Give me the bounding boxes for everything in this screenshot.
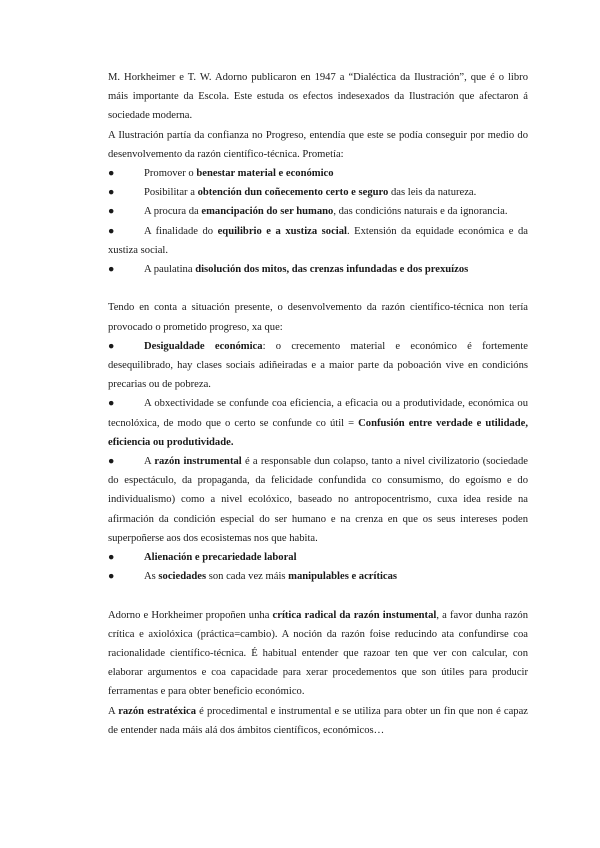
- bullet-icon: ●: [108, 187, 115, 199]
- bullet-icon: ●: [108, 340, 115, 352]
- bullet-icon: ●: [108, 264, 115, 276]
- spacer: [108, 586, 528, 605]
- list-item: ● A obxectividade se confunde coa eficiencia, a eficacia ou a produtividade, económica ou tecnolóxica, de modo que o certo se confunde co útil = Confusión entre verdade e utilidade, eficiencia ou produtividade.: [108, 394, 528, 452]
- document-page: [108, 68, 528, 740]
- paragraph-intro: M. Horkheimer e T. W. Adorno publicaron en 1947 a “Dialéctica da Ilustración”, que é o libro máis importante da Escola. Este estuda os efectos indesexados da Ilustración que afectaron á sociedade moderna.: [108, 72, 528, 122]
- paragraph-present-situation: Tendo en conta a situación presente, o desenvolvemento da razón científico-técnica non tería provocado o prometido progreso, xa que:: [108, 302, 528, 333]
- list-item: ● A paulatina disolución dos mitos, das crenzas infundadas e dos prexuízos: [108, 260, 528, 279]
- promises-list: [108, 164, 528, 279]
- paragraph-critique: Adorno e Horkheimer propoñen unha crítica radical da razón instumental, a favor dunha razón crítica e axiolóxica (práctica=cambio). A noción da razón foise reducindo ata confundirse coa racionalidade científico-técnica. É habitual entender que razoar ten que ver con calcular, con elaborar argumentos e coa capacidade para xerar procedementos que son útiles para producir ferramentas e para obter beneficio económico.: [108, 609, 528, 698]
- spacer: [108, 279, 528, 298]
- bullet-icon: ●: [108, 206, 115, 218]
- paragraph-strategic-reason: A razón estratéxica é procedimental e instrumental e se utiliza para obter un fin que non é capaz de entender nada máis alá dos ámbitos científicos, económicos…: [108, 705, 528, 736]
- bullet-icon: ●: [108, 552, 115, 564]
- list-item: ● A procura da emancipación do ser humano, das condicións naturais e da ignorancia.: [108, 202, 528, 221]
- list-item: ● Alienación e precariedade laboral: [108, 548, 528, 567]
- list-item: ● As sociedades son cada vez máis manipulables e acríticas: [108, 567, 528, 586]
- list-item: ● Promover o benestar material e económico: [108, 164, 528, 183]
- paragraph-enlightenment: A Ilustración partía da confianza no Progreso, entendía que este se podía conseguir por medio do desenvolvemento da razón científico-técnica. Prometía:: [108, 129, 528, 160]
- bullet-icon: ●: [108, 225, 115, 237]
- bullet-icon: ●: [108, 456, 115, 468]
- list-item: ● Posibilitar a obtención dun coñecemento certo e seguro das leis da natureza.: [108, 183, 528, 202]
- list-item: ● Desigualdade económica: o crecemento material e económico é fortemente desequilibrado, hay clases sociais adiñeiradas e a maior parte da poboación vive en condicións precarias ou de pobreza.: [108, 337, 528, 395]
- consequences-list: [108, 337, 528, 587]
- list-item: ● A finalidade do equilibrio e a xustiza social. Extensión da equidade económica e da xustiza social.: [108, 222, 528, 260]
- list-item: ● A razón instrumental é a responsable dun colapso, tanto a nivel civilizatorio (sociedade do espectáculo, da propaganda, da felicidade confundida co consumismo, do egoísmo e do individualismo) como a nivel ecolóxico, baseado no antropocentrismo, cuxa idea reside na afirmación da condición especial do ser humano e na crenza en que os seus intereses poden superpoñerse aos dos ecosistemas nos que habita.: [108, 452, 528, 548]
- bullet-icon: ●: [108, 398, 115, 410]
- bullet-icon: ●: [108, 168, 115, 180]
- bullet-icon: ●: [108, 571, 115, 583]
